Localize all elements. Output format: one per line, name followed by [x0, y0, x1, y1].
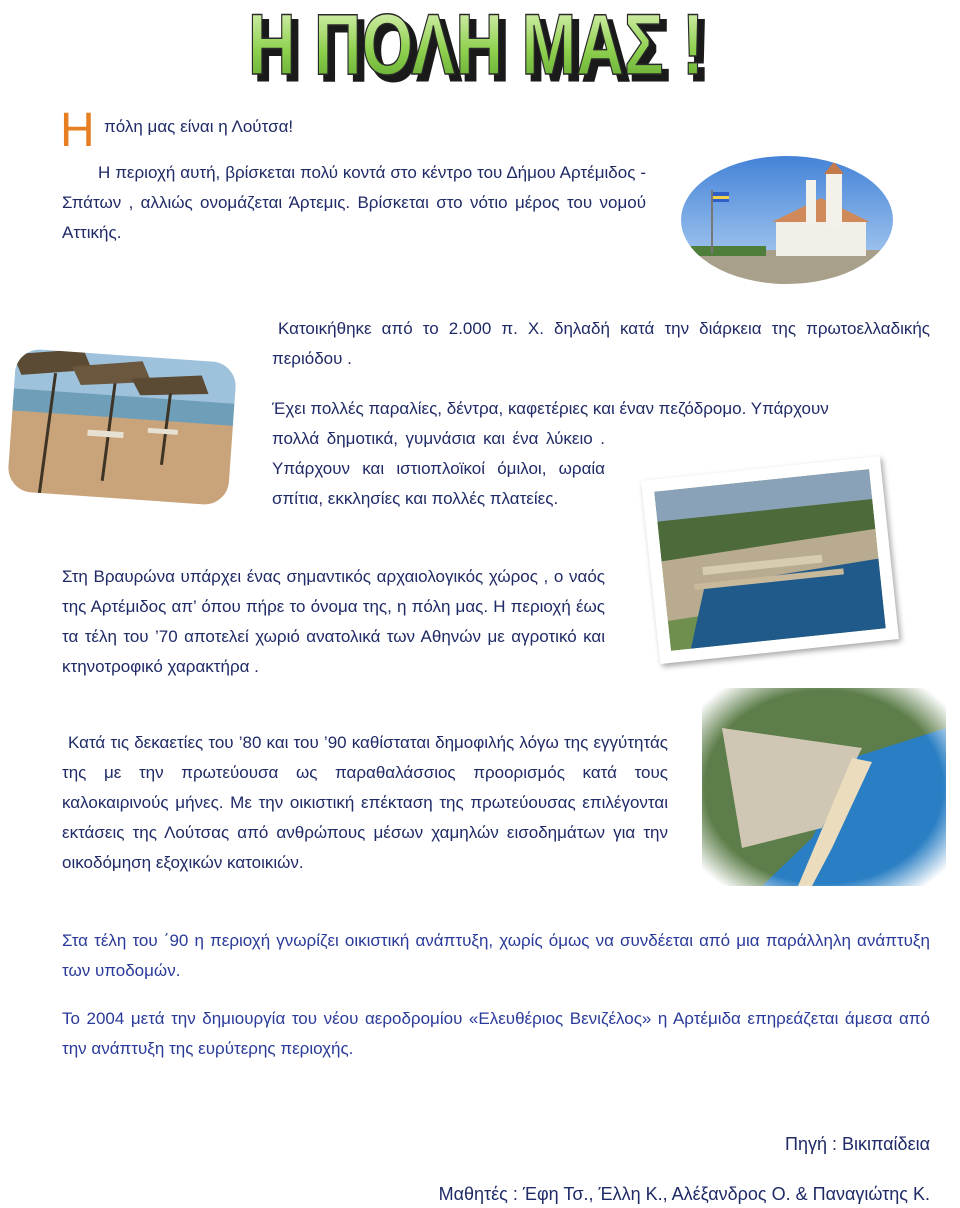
students-credit: Μαθητές : Έφη Τσ., Έλλη Κ., Αλέξανδρος Ο. & Παναγιώτης Κ. [438, 1184, 930, 1204]
paragraph-80s-90s: Κατά τις δεκαετίες του ’80 και του ’90 καθίσταται δημοφιλής λόγω της εγγύτητάς της με την πρωτεύουσα ως παραθαλάσσιος προορισμός κατά τους καλοκαιρινούς μήνες. Με την οικιστική επέκταση της πρωτεύουσας επιλέγονται εκτάσεις της Λούτσας από ανθρώπους μέσων χαμηλών εισοδημάτων για την οικοδόμηση εξοχικών κατοικιών. [62, 733, 668, 872]
beach-umbrellas-photo [3, 344, 241, 510]
paragraph-history: Κατοικήθηκε από το 2.000 π. Χ. δηλαδή κατά την διάρκεια της πρωτοελλαδικής περιόδου . [272, 319, 930, 368]
intro-first-line: πόλη μας είναι η Λούτσα! [104, 117, 294, 136]
drop-cap: Η [60, 104, 95, 157]
paragraph-features-b: πολλά δημοτικά, γυμνάσια και ένα λύκειο . Υπάρχουν και ιστιοπλοϊκοί όμιλοι, ωραία σπίτια, εκκλησίες και πολλές πλατείες. [272, 429, 605, 508]
archaeological-site-photo [641, 456, 899, 664]
page-title-text: Η ΠΟΛΗ ΜΑΣ ! [248, 0, 704, 92]
coastline-photo [702, 688, 946, 886]
paragraph-location: Η περιοχή αυτή, βρίσκεται πολύ κοντά στο κέντρο του Δήμου Αρτέμιδος - Σπάτων , αλλιώς ονομάζεται Άρτεμις. Βρίσκεται στο νότιο μέρος του νομού Αττικής. [62, 163, 646, 242]
source-credit: Πηγή : Βικιπαίδεια [784, 1134, 930, 1154]
page-title-shadow: Η ΠΟΛΗ ΜΑΣ ! [254, 3, 710, 92]
page-title [240, 0, 720, 92]
paragraph-vravrona: Στη Βραυρώνα υπάρχει ένας σημαντικός αρχαιολογικός χώρος , ο ναός της Αρτέμιδος απ’ όπου πήρε το όνομα της, η πόλη μας. Η περιοχή έως τα τέλη του ’70 αποτελεί χωριό ανατολικά των Αθηνών με αγροτικό και κτηνοτροφικό χαρακτήρα . [62, 567, 605, 676]
church-photo [676, 150, 898, 290]
paragraph-2004: Το 2004 μετά την δημιουργία του νέου αεροδρομίου «Ελευθέριος Βενιζέλος» η Αρτέμιδα επηρεάζεται άμεσα από την ανάπτυξη της ευρύτερης περιοχής. [62, 1009, 930, 1058]
paragraph-features-a: Έχει πολλές παραλίες, δέντρα, καφετέριες και έναν πεζόδρομο. Υπάρχουν [272, 399, 829, 418]
paragraph-late-90s: Στα τέλη του ΄90 η περιοχή γνωρίζει οικιστική ανάπτυξη, χωρίς όμως να συνδέεται από μια παράλληλη ανάπτυξη των υποδομών. [62, 931, 930, 980]
